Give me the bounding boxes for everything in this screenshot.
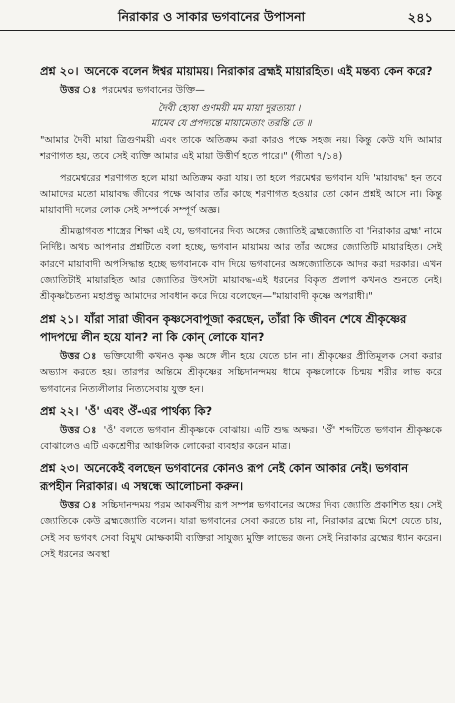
answer-text: 'ওঁ' বলতে ভগবান শ্রীকৃষ্ণকে বোঝায়। এটি শুদ্ধ অক্ষর। 'ঔঁ' শব্দটিতে ভগবান শ্রীকৃষ্ণকে বোঝালেও এটি একশ্রেণীর আঞ্চলিক লোকেরা ব্যবহার করেন মাত্র। (40, 424, 442, 453)
verse-line-1: দৈবী হ্যেষা গুণময়ী মম মায়া দুরত্যয়া । (158, 103, 301, 115)
question-label: প্রশ্ন ২১। (40, 312, 79, 327)
question-text: 'ওঁ' এবং ঔঁ-এর পার্থক্য কি? (84, 403, 213, 418)
question-text: যাঁরা সারা জীবন কৃষ্ণসেবাপূজা করছেন, তাঁরা কি জীবন শেষে শ্রীকৃষ্ণের পাদপদ্মে লীন হয়ে যান? না কি কোন্ লোকে যান? (40, 312, 407, 345)
running-title: নিরাকার ও সাকার ভগবানের উপাসনা (118, 9, 306, 24)
qa-block-22 (40, 402, 442, 455)
answer-21 (40, 349, 442, 398)
qa-block-20 (40, 62, 442, 305)
verse-translation: "আমার দৈবী মায়া ত্রিগুণময়ী এবং তাকে অতিক্রম করা কারও পক্ষে সহজ নয়। কিন্তু কেউ যদি আমার শরণাগত হয়, তবে সেই ব্যক্তি আমার এই মায়া উত্তীর্ণ হতে পারে।" (গীতা ৭/১৪) (40, 135, 442, 163)
answer-text: ভক্তিযোগী কখনও কৃষ্ণ অঙ্গে লীন হয়ে যেতে চান না। শ্রীকৃষ্ণের প্রীতিমূলক সেবা করার অভ্যাস করতে হয়। তারপর অন্তিমে শ্রীকৃষ্ণের সচ্চিদানন্দময় ধামে কৃষ্ণলোকে চিন্ময় শরীর লাভ করে ভগবানের নিত্যলীলার নিত্যসেবায় যুক্ত হন। (40, 351, 442, 395)
verse-line-2: মামেব যে প্রপদ্যন্তে মায়ামেতাং তরন্তি তে ॥ (151, 118, 312, 130)
gita-verse (40, 101, 442, 131)
question-23 (40, 459, 442, 495)
answer-23 (40, 498, 442, 563)
question-text: অনেকে বলেন ঈশ্বর মায়াময়। নিরাকার ব্রহ্মই মায়ারহিত। এই মন্তব্য কেন করে? (84, 64, 433, 78)
answer-20-paragraph: পরমেশ্বরের শরণাগত হলে মায়া অতিক্রম করা যায়। তা হলে পরমেশ্বর ভগবান যদি 'মায়াবদ্ধ' হন তবে আমাদের মতো মায়াবদ্ধ জীবের পক্ষে আবার তাঁর কাছে শরণাগত হওয়ার তো কোন প্রশ্নই আসে না। কিন্তু মায়াবাদী দলের লোক সেই সম্পর্কে সম্পূর্ণ অজ্ঞ। (40, 172, 442, 217)
question-22 (40, 402, 442, 420)
answer-22 (40, 423, 442, 455)
question-text: অনেকেই বলছেন ভগবানের কোনও রূপ নেই কোন আকার নেই। ভগবান রূপহীন নিরাকার। এ সম্বন্ধে আলোচনা করুন। (40, 461, 409, 494)
qa-block-23 (40, 459, 442, 563)
answer-label: উত্তর ঃ (60, 351, 98, 363)
page-number: ২৪১ (407, 11, 433, 26)
answer-text: সচ্চিদানন্দময় পরম আকর্ষণীয় রূপ সম্পন্ন ভগবানের অঙ্গের দিব্য জ্যোতি প্রকাশিত হয়। সেই জ্যোতিকে কেউ ব্রহ্মজ্যোতি বলেন। যারা ভগবানের সেবা করতে চায় না, নিরাকার ব্রহ্মে মিশে যেতে চায়, সেই সব ভগবৎ সেবা বিমুখ মোক্ষকামী ব্যক্তিরা সাযুজ্য মুক্তি লাভের জন্য সেই নিরাকার ব্রহ্মের ধ্যান করেন। সেই ধরনের অবস্থা (40, 500, 442, 560)
question-20 (40, 62, 442, 80)
question-label: প্রশ্ন ২০। (40, 64, 79, 78)
question-label: প্রশ্ন ২৩। (40, 461, 79, 476)
qa-block-21 (40, 310, 442, 398)
answer-20-intro (40, 83, 442, 99)
answer-intro-text: পরমেশ্বর ভগবানের উক্তি— (101, 85, 205, 96)
question-label: প্রশ্ন ২২। (40, 403, 79, 418)
answer-label: উত্তর ঃ (60, 424, 98, 436)
page-body (40, 62, 442, 563)
question-21 (40, 310, 442, 346)
page-header (0, 6, 455, 31)
answer-label: উত্তর ঃ (60, 500, 97, 512)
answer-20-paragraph: শ্রীমদ্ভাগবত শাস্ত্রের শিক্ষা এই যে, ভগবানের দিব্য অঙ্গের জ্যোতিই ব্রহ্মজ্যোতি বা 'নিরাকার ব্রহ্ম' নামে নির্দিষ্ট। অথচ আপনার প্রশ্নটিতে বলা হচ্ছে, ভগবান মায়াময় আর তাঁর অঙ্গের জ্যোতিটি মায়ারহিত। সেই কারণে মায়াবাদী অপসিদ্ধান্ত হচ্ছে ভগবানকে বাদ দিয়ে ভগবানের অঙ্গজ্যোতিকে আদর করা দরকার। এখন জ্যোতিটাই মায়ারহিত আর জ্যোতির উৎসটা মায়াবদ্ধ-এই ধরনের বিকৃত প্রলাপ কখনও শুনতে নেই। শ্রীকৃষ্ণচৈতন্য মহাপ্রভু আমাদের সাবধান করে দিয়ে বলেছেন—"মায়াবাদী কৃষ্ণে অপরাধী।" (40, 226, 442, 303)
answer-label: উত্তর ঃ (60, 85, 97, 96)
